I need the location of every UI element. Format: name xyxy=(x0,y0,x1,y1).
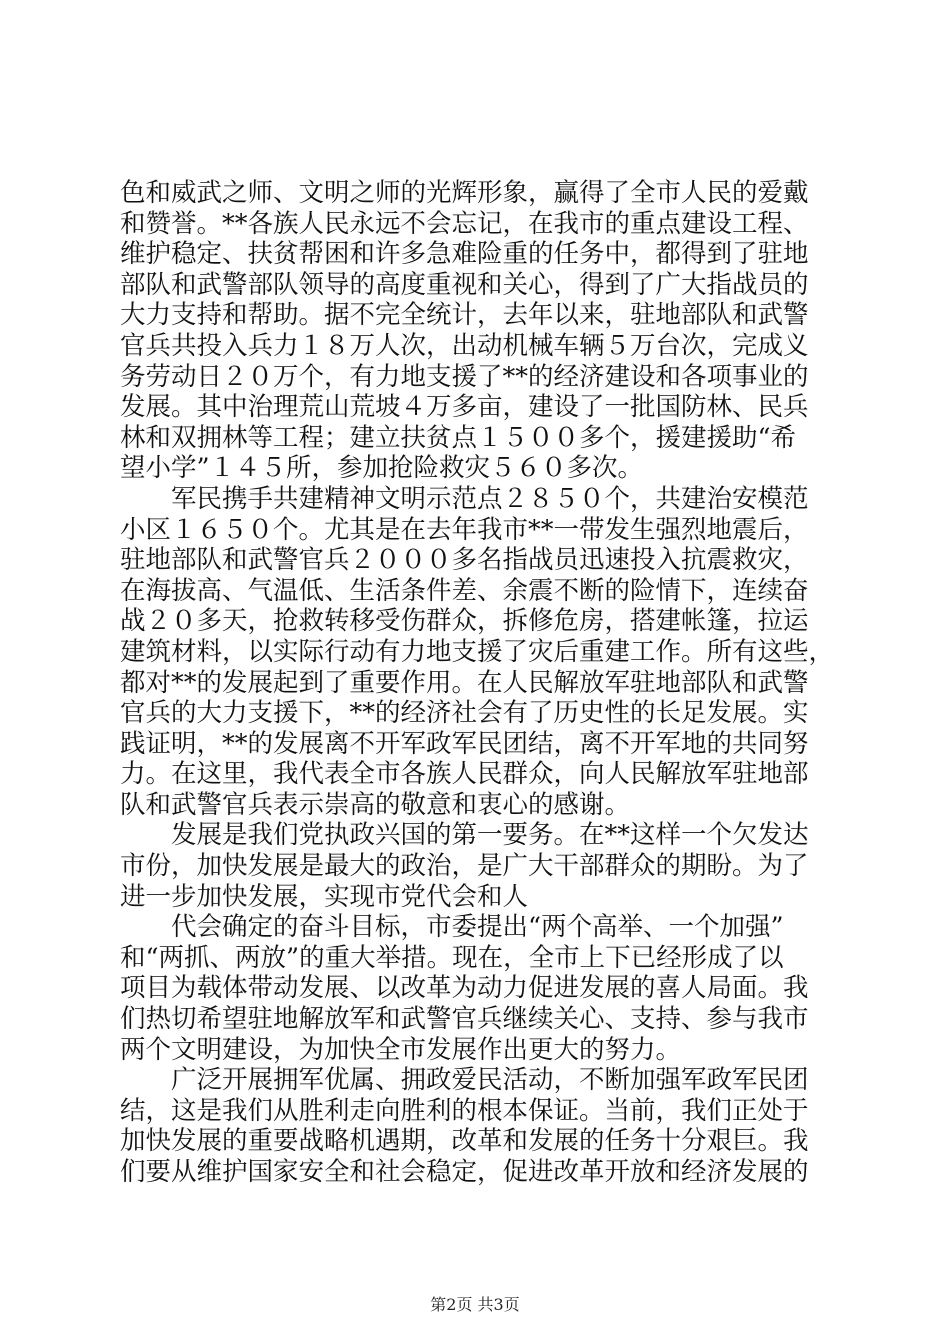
text-line: 建筑材料，以实际行动有力地支援了灾后重建工作。所有这些， xyxy=(120,636,835,667)
text-line: 大力支持和帮助。据不完全统计，去年以来，驻地部队和武警 xyxy=(120,300,809,331)
text-line: 和赞誉。**各族人民永远不会忘记，在我市的重点建设工程、 xyxy=(120,208,809,239)
text-line: 践证明，**的发展离不开军政军民团结，离不开军地的共同努 xyxy=(120,728,809,759)
text-line: 力。在这里，我代表全市各族人民群众，向人民解放军驻地部 xyxy=(120,759,809,790)
text-line: 进一步加快发展，实现市党代会和人 xyxy=(120,881,529,912)
text-line: 小区１６５０个。尤其是在去年我市**一带发生强烈地震后， xyxy=(120,514,809,545)
text-line: 市份，加快发展是最大的政治，是广大干部群众的期盼。为了 xyxy=(120,851,809,882)
text-line: 代会确定的奋斗目标，市委提出“两个高举、一个加强” xyxy=(120,912,784,943)
text-line: 林和双拥林等工程；建立扶贫点１５００多个，援建援助“希 xyxy=(120,422,797,453)
text-line: 队和武警官兵表示崇高的敬意和衷心的感谢。 xyxy=(120,789,631,820)
text-line: 广泛开展拥军优属、拥政爱民活动，不断加强军政军民团 xyxy=(120,1065,809,1096)
text-line: 发展。其中治理荒山荒坡４万多亩，建设了一批国防林、民兵 xyxy=(120,392,809,423)
text-line: 项目为载体带动发展、以改革为动力促进发展的喜人局面。我 xyxy=(120,973,809,1004)
text-line: 官兵的大力支援下，**的经济社会有了历史性的长足发展。实 xyxy=(120,698,809,729)
body-text xyxy=(120,178,835,1188)
text-line: 官兵共投入兵力１８万人次，出动机械车辆５万台次，完成义 xyxy=(120,330,809,361)
text-line: 都对**的发展起到了重要作用。在人民解放军驻地部队和武警 xyxy=(120,667,809,698)
text-line: 加快发展的重要战略机遇期，改革和发展的任务十分艰巨。我 xyxy=(120,1126,809,1157)
text-line: 望小学”１４５所，参加抢险救灾５６０多次。 xyxy=(120,453,644,484)
text-line: 和“两抓、两放”的重大举措。现在，全市上下已经形成了以 xyxy=(120,942,784,973)
text-line: 们热切希望驻地解放军和武警官兵继续关心、支持、参与我市 xyxy=(120,1004,809,1035)
text-line: 维护稳定、扶贫帮困和许多急难险重的任务中，都得到了驻地 xyxy=(120,239,809,270)
text-line: 军民携手共建精神文明示范点２８５０个，共建治安模范 xyxy=(120,483,809,514)
text-line: 发展是我们党执政兴国的第一要务。在**这样一个欠发达 xyxy=(120,820,809,851)
text-line: 结，这是我们从胜利走向胜利的根本保证。当前，我们正处于 xyxy=(120,1095,809,1126)
text-line: 在海拔高、气温低、生活条件差、余震不断的险情下，连续奋 xyxy=(120,575,809,606)
text-line: 两个文明建设，为加快全市发展作出更大的努力。 xyxy=(120,1034,682,1065)
text-line: 务劳动日２０万个，有力地支援了**的经济建设和各项事业的 xyxy=(120,361,809,392)
text-line: 驻地部队和武警官兵２０００多名指战员迅速投入抗震救灾， xyxy=(120,545,809,576)
text-line: 战２０多天，抢救转移受伤群众，拆修危房，搭建帐篷，拉运 xyxy=(120,606,809,637)
text-line: 色和威武之师、文明之师的光辉形象，赢得了全市人民的爱戴 xyxy=(120,178,809,208)
text-line: 部队和武警部队领导的高度重视和关心，得到了广大指战员的 xyxy=(120,269,809,300)
page-footer: 第2页 共3页 xyxy=(430,1295,520,1314)
text-line: 们要从维护国家安全和社会稳定，促进改革开放和经济发展的 xyxy=(120,1157,809,1187)
